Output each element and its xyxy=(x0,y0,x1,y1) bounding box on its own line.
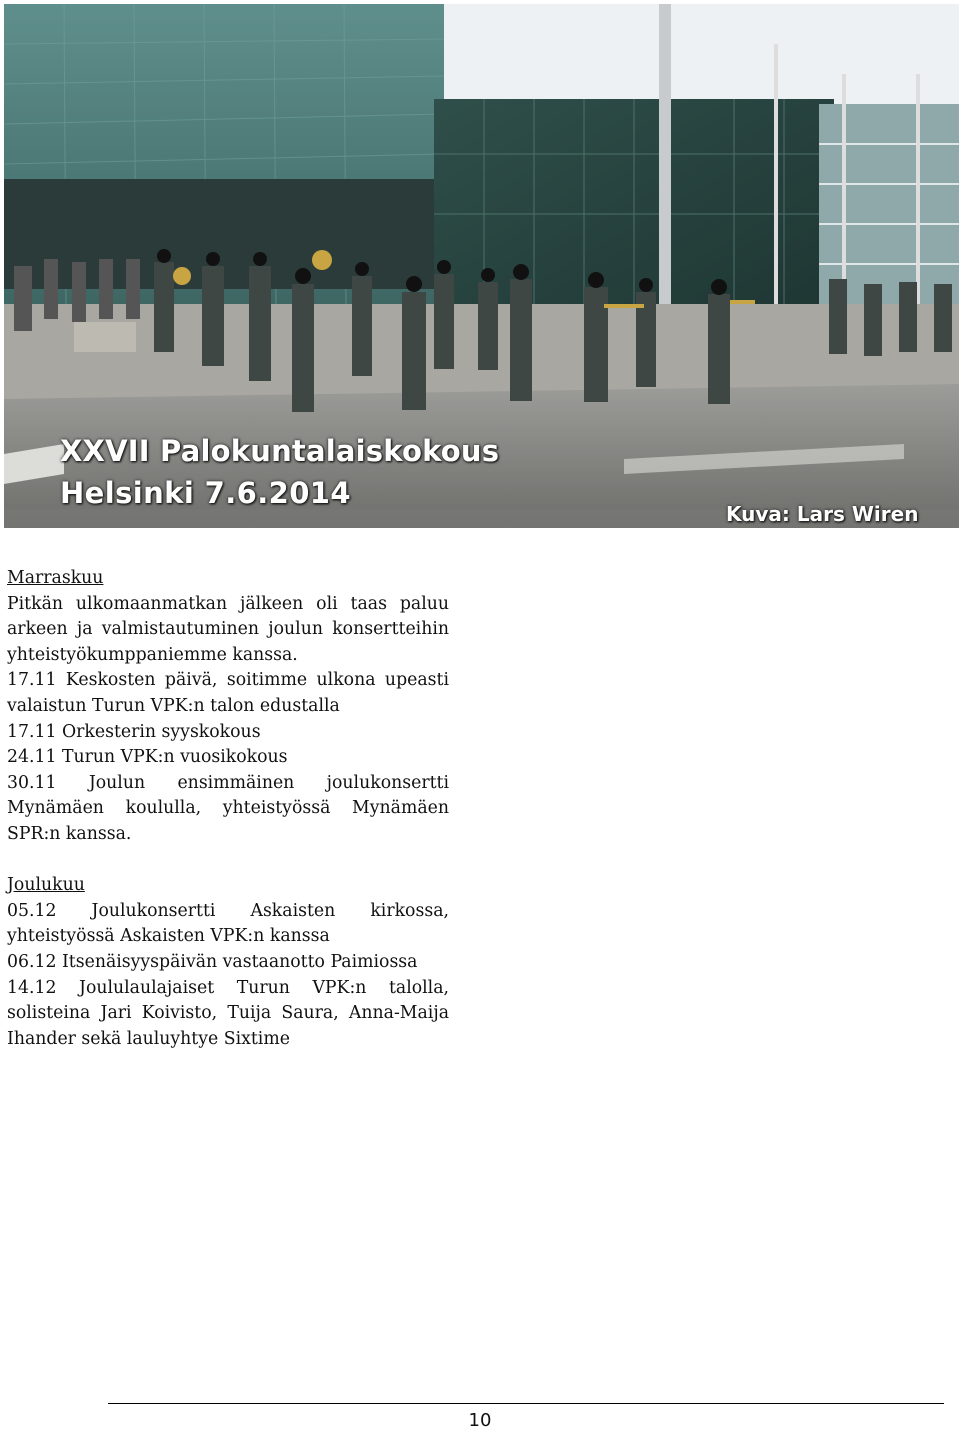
entry-05-12-askainen: 05.12 Joulukonsertti Askaisten kirkossa, yhteistyössä Askaisten VPK:n kanssa xyxy=(7,900,449,947)
band-photo xyxy=(4,4,959,528)
section-heading-joulukuu: Joulukuu xyxy=(7,875,85,896)
footer-rule xyxy=(108,1403,944,1404)
photo-caption-place-date: Helsinki 7.6.2014 xyxy=(60,476,351,510)
photo-credit: Kuva: Lars Wiren xyxy=(726,502,919,526)
entry-06-12-itsenaisyyspaiva: 06.12 Itsenäisyyspäivän vastaanotto Paimiossa xyxy=(7,951,418,972)
page-number: 10 xyxy=(468,1410,492,1431)
entry-30-11-joulukonsertti: 30.11 Joulun ensimmäinen joulukonsertti Mynämäen koululla, yhteistyössä Mynämäen SPR:n kanssa. xyxy=(7,772,449,844)
spacer xyxy=(7,848,449,874)
entry-17-11-keskosten: 17.11 Keskosten päivä, soitimme ulkona upeasti valaistun Turun VPK:n talon edustalla xyxy=(7,670,449,716)
article-text xyxy=(7,566,449,1052)
section-intro: Pitkän ulkomaanmatkan jälkeen oli taas paluu arkeen ja valmistautuminen joulun konsertteihin yhteistyökumppaniemme kanssa. xyxy=(7,593,449,665)
entry-24-11-vuosikokous: 24.11 Turun VPK:n vuosikokous xyxy=(7,747,288,768)
photo-caption-title: XXVII Palokuntalaiskokous xyxy=(60,434,500,468)
entry-17-11-syyskokous: 17.11 Orkesterin syyskokous xyxy=(7,721,261,742)
entry-14-12-joululaulajaiset: 14.12 Joululaulajaiset Turun VPK:n talolla, solisteina Jari Koivisto, Tuija Saura, Anna-Maija Ihander sekä lauluyhtye Sixtime xyxy=(7,977,449,1049)
section-heading-marraskuu: Marraskuu xyxy=(7,568,104,588)
